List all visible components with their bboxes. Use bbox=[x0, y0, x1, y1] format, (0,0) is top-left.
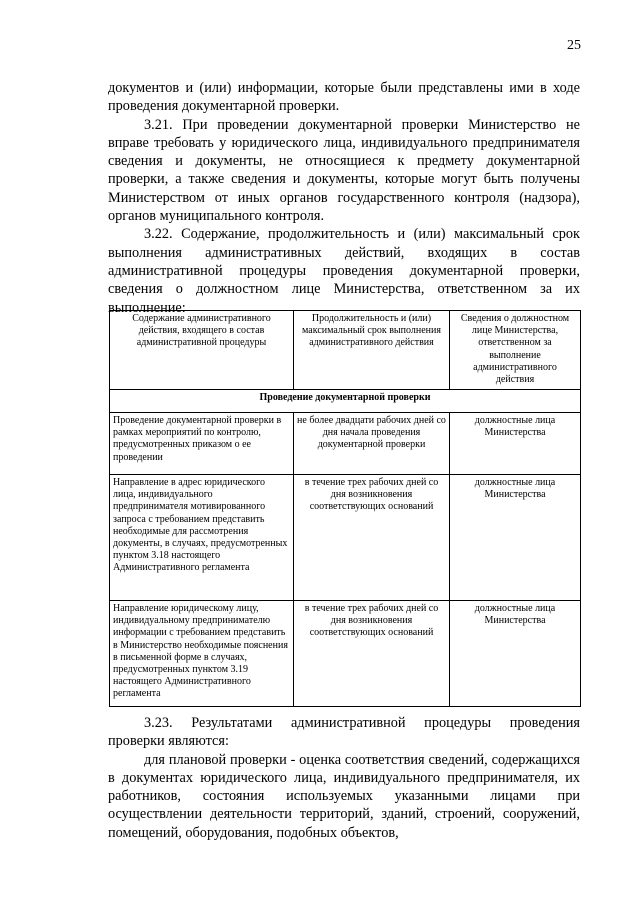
table-cell-action: Направление юридическому лицу, индивидуальному предпринимателю информации с требованием представить в Министерство необходимые пояснения в письменной форме в случаях, предусмотренных пунктом 3.19 настоящего Административного регламента bbox=[110, 601, 294, 707]
paragraph-3-23: 3.23. Результатами административной процедуры проведения проверки являются: bbox=[108, 715, 580, 750]
table-cell-responsible: должностные лица Министерства bbox=[450, 475, 581, 601]
table-header-responsible: Сведения о должностном лице Министерства, ответственном за выполнение административного действия bbox=[450, 311, 581, 390]
paragraph: для плановой проверки - оценка соответствия сведений, содержащихся в документах юридического лица, индивидуального предпринимателя, их работников, состояния используемых указанными лицами при осуществлении деятельности территорий, зданий, строений, сооружений, помещений, оборудования, подобных объектов, bbox=[108, 751, 580, 841]
body-text-top bbox=[108, 79, 580, 317]
table-cell-responsible: должностные лица Министерства bbox=[450, 413, 581, 475]
page-number: 25 bbox=[567, 38, 581, 53]
table-cell-duration: не более двадцати рабочих дней со дня начала проведения документарной проверки bbox=[294, 413, 450, 475]
table-section-row bbox=[110, 390, 581, 413]
procedure-table bbox=[109, 310, 581, 707]
table-header-duration: Продолжительность и (или) максимальный срок выполнения административного действия bbox=[294, 311, 450, 390]
table-cell-action: Направление в адрес юридического лица, индивидуального предпринимателя мотивированного запроса с требованием представить необходимые для рассмотрения документы, в случаях, предусмотренных пунктом 3.18 настоящего Административного регламента bbox=[110, 475, 294, 601]
table-cell-responsible: должностные лица Министерства bbox=[450, 601, 581, 707]
table-row bbox=[110, 601, 581, 707]
table-cell-duration: в течение трех рабочих дней со дня возникновения соответствующих оснований bbox=[294, 601, 450, 707]
paragraph-3-21: 3.21. При проведении документарной проверки Министерство не вправе требовать у юридического лица, индивидуального предпринимателя сведения и документы, не относящиеся к предмету документарной проверки, а также сведения и документы, которые могут быть получены Министерством от иных органов государственного контроля (надзора), органов муниципального контроля. bbox=[108, 116, 580, 225]
table-header-content: Содержание административного действия, входящего в состав административной процедуры bbox=[110, 311, 294, 390]
table-header-row bbox=[110, 311, 581, 390]
table-cell-action: Проведение документарной проверки в рамках мероприятий по контролю, предусмотренных приказом о ее проведении bbox=[110, 413, 294, 475]
body-text-bottom bbox=[108, 714, 580, 842]
table-row bbox=[110, 413, 581, 475]
table-row bbox=[110, 475, 581, 601]
paragraph: документов и (или) информации, которые были представлены ими в ходе проведения документарной проверки. bbox=[108, 80, 580, 115]
table-cell-duration: в течение трех рабочих дней со дня возникновения соответствующих оснований bbox=[294, 475, 450, 601]
table-section-title: Проведение документарной проверки bbox=[110, 390, 581, 413]
paragraph-3-22: 3.22. Содержание, продолжительность и (или) максимальный срок выполнения административных действий, входящих в состав административной процедуры проведения документарной проверки, сведения о должностном лице Министерства, ответственном за их выполнение: bbox=[108, 226, 580, 316]
